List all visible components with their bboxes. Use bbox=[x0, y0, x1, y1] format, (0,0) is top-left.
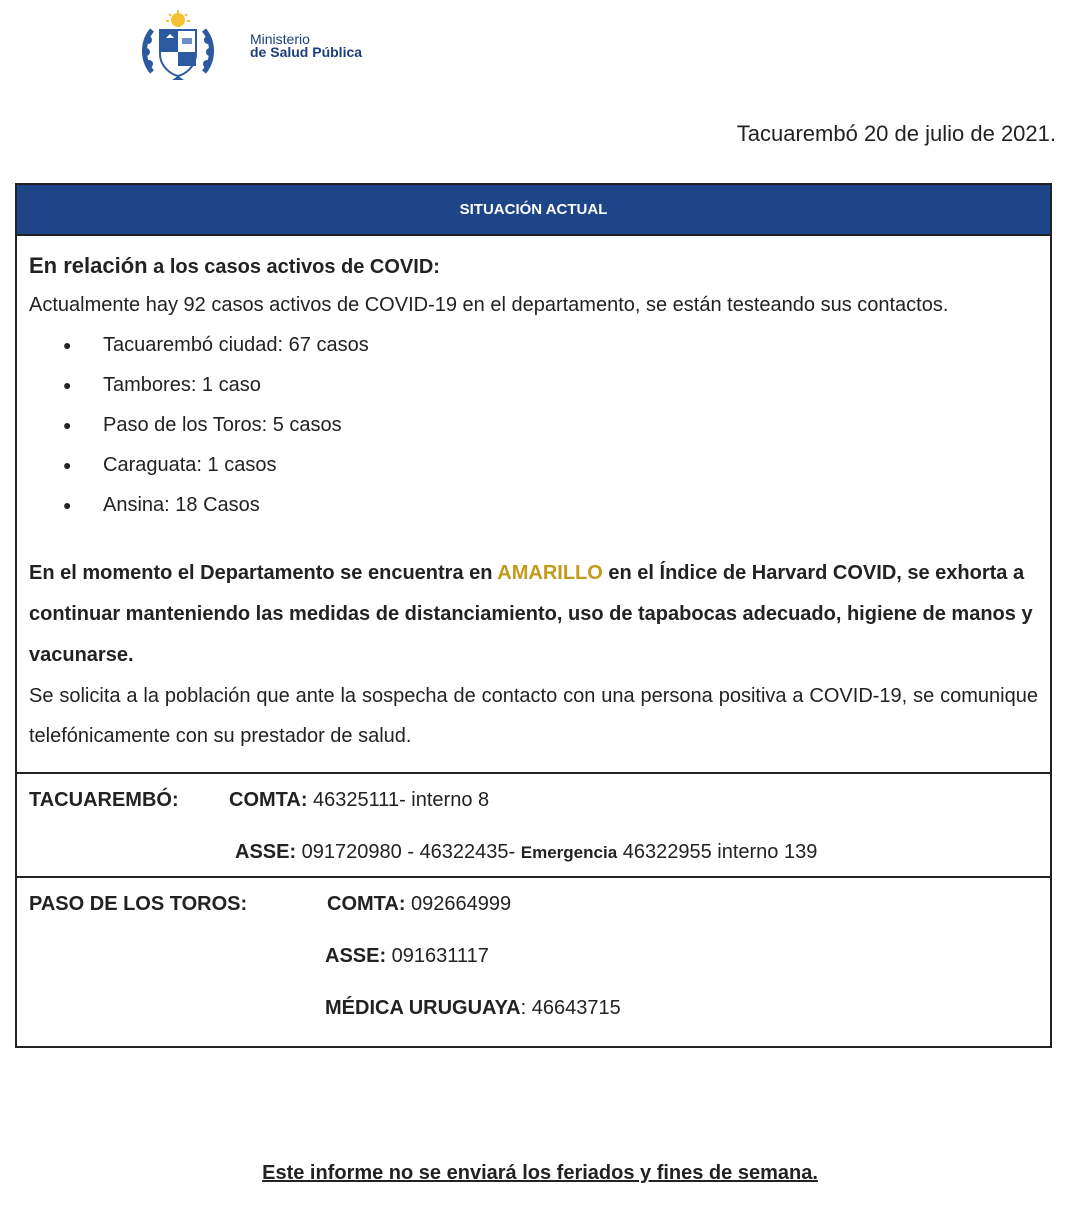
footer-note: Este informe no se enviará los feriados y fines de semana. bbox=[262, 1162, 818, 1184]
contact-row bbox=[29, 784, 1038, 836]
document-date: Tacuarembó 20 de julio de 2021. bbox=[736, 121, 1056, 146]
list-item: ● Tacuarembó ciudad: 67 casos bbox=[63, 325, 1038, 365]
ministry-line-2: de Salud Pública bbox=[250, 44, 363, 60]
coat-of-arms-icon bbox=[138, 10, 218, 82]
contacts-tacuarembo bbox=[17, 774, 1050, 878]
comta-label: COMTA: bbox=[327, 893, 406, 915]
intro-paragraph: Actualmente hay 92 casos activos de COVID-19 en el departamento, se están testeando sus contactos. bbox=[29, 294, 949, 316]
list-item: ● Caraguata: 1 casos bbox=[63, 445, 1038, 485]
ministry-name bbox=[250, 33, 362, 59]
letterhead bbox=[138, 10, 362, 82]
comta-value: 46325111- interno 8 bbox=[307, 789, 490, 811]
emergencia-value: 46322955 interno 139 bbox=[617, 841, 818, 863]
emergencia-label: Emergencia bbox=[520, 843, 618, 862]
asse-value: 091631117 bbox=[386, 945, 489, 967]
section-heading-big: En relación bbox=[29, 253, 148, 278]
city-label: PASO DE LOS TOROS: bbox=[29, 893, 248, 915]
list-item: ● Paso de los Toros: 5 casos bbox=[63, 405, 1038, 445]
list-item: ● Ansina: 18 Casos bbox=[63, 485, 1038, 525]
cases-list bbox=[29, 325, 1038, 525]
medica-label: MÉDICA URUGUAYA bbox=[325, 997, 521, 1019]
status-color-word: AMARILLO bbox=[497, 562, 603, 584]
contacts-paso-de-los-toros bbox=[17, 878, 1050, 1046]
status-paragraph bbox=[29, 553, 1038, 676]
contact-row bbox=[29, 940, 1038, 992]
comta-label: COMTA: bbox=[229, 789, 308, 811]
section-heading bbox=[29, 248, 1038, 285]
contact-row bbox=[29, 836, 1038, 888]
comta-value: 092664999 bbox=[405, 893, 512, 915]
asse-value: 091720980 - 46322435- bbox=[296, 841, 521, 863]
status-pre: En el momento el Departamento se encuentra en bbox=[29, 562, 498, 584]
situation-box bbox=[15, 183, 1052, 1048]
asse-label: ASSE: bbox=[325, 945, 387, 967]
ministry-line-1: Ministerio bbox=[250, 31, 310, 47]
city-label: TACUAREMBÓ: bbox=[29, 789, 179, 811]
asse-label: ASSE: bbox=[235, 841, 297, 863]
list-item: ● Tambores: 1 caso bbox=[63, 365, 1038, 405]
request-paragraph: Se solicita a la población que ante la sospecha de contacto con una persona positiva a COVID-19, se comunique telefónicamente con su prestador de salud. bbox=[29, 685, 1038, 747]
status-post: en el Índice de Harvard COVID, se exhorta a continuar manteniendo las medidas de distanciamiento, uso de tapabocas adecuado, higiene de manos y vacunarse. bbox=[29, 562, 1033, 666]
section-heading-rest: a los casos activos de COVID: bbox=[147, 256, 440, 278]
contact-row bbox=[29, 992, 1038, 1044]
contact-row bbox=[29, 888, 1038, 940]
box-header-title: SITUACIÓN ACTUAL bbox=[17, 185, 1050, 236]
medica-value: : 46643715 bbox=[520, 997, 621, 1019]
situation-section bbox=[17, 236, 1050, 774]
